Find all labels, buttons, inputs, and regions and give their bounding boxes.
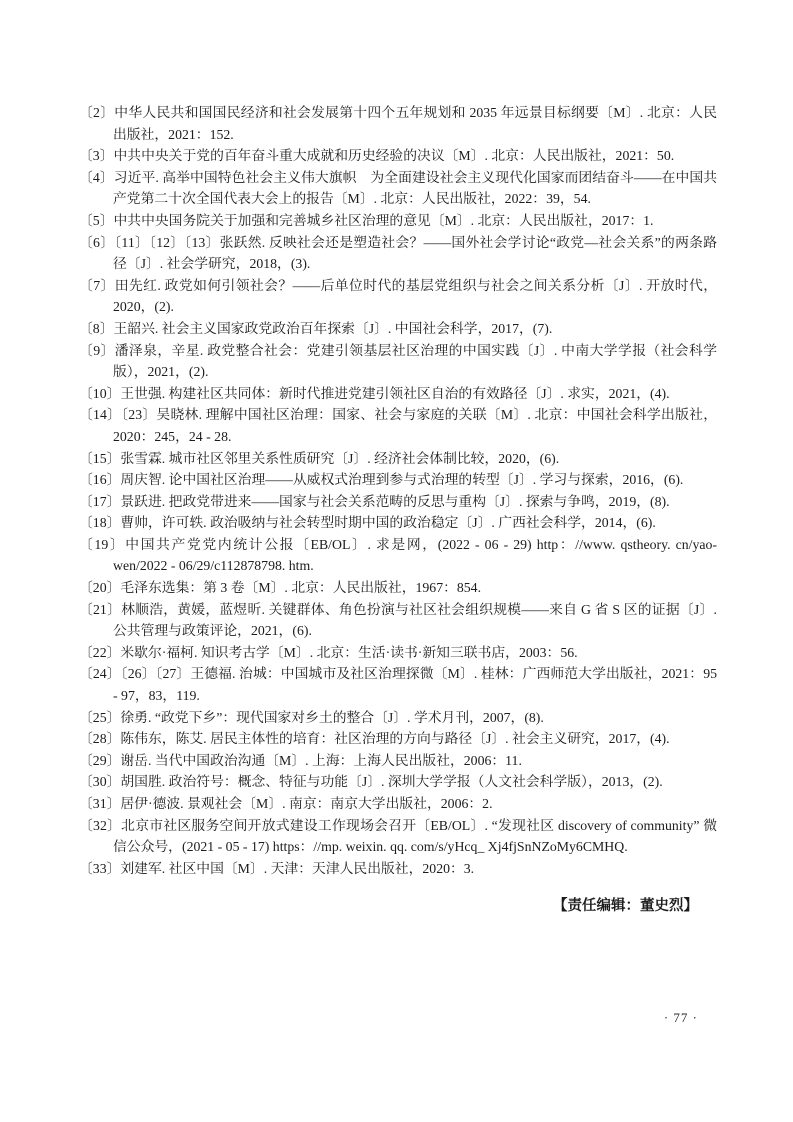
reference-item: 〔19〕中国共产党党内统计公报〔EB/OL〕. 求是网，(2022 - 06 - 29) http：//www. qstheory. cn/yao-wen/2022 - 06/29/c112878798. htm. (79, 536, 717, 574)
reference-item: 〔20〕毛泽东选集：第 3 卷〔M〕. 北京：人民出版社，1967：854. (79, 580, 482, 596)
reference-item: 〔15〕张雪霖. 城市社区邻里关系性质研究〔J〕. 经济社会体制比较，2020，(6). (79, 450, 560, 466)
page-number: · 77 · (663, 1010, 698, 1025)
reference-item: 〔5〕中共中央国务院关于加强和完善城乡社区治理的意见〔M〕. 北京：人民出版社，2017：1. (79, 212, 654, 228)
reference-item: 〔22〕米歇尔·福柯. 知识考古学〔M〕. 北京：生活·读书·新知三联书店，2003：56. (79, 644, 578, 660)
reference-item: 〔16〕周庆智. 论中国社区治理——从威权式治理到参与式治理的转型〔J〕. 学习与探索，2016，(6). (79, 472, 684, 488)
reference-item: 〔28〕陈伟东，陈艾. 居民主体性的培育：社区治理的方向与路径〔J〕. 社会主义研究，2017，(4). (79, 731, 670, 747)
reference-item: 〔14〕〔23〕吴晓林. 理解中国社区治理：国家、社会与家庭的关联〔M〕. 北京：中国社会科学出版社，2020：245，24 - 28. (79, 407, 717, 444)
reference-item: 〔21〕林顺浩，黄媛，蓝煜昕. 关键群体、角色扮演与社区社会组织规模——来自 G 省 S 区的证据〔J〕. 公共管理与政策评论，2021，(6). (79, 601, 717, 639)
reference-item: 〔30〕胡国胜. 政治符号：概念、特征与功能〔J〕. 深圳大学学报（人文社会科学版），2013，(2). (79, 774, 663, 790)
references-list (79, 102, 717, 917)
reference-item: 〔4〕习近平. 高举中国特色社会主义伟大旗帜 为全面建设社会主义现代化国家而团结奋斗——在中国共产党第二十次全国代表大会上的报告〔M〕. 北京：人民出版社，2022：39，54. (79, 169, 717, 207)
reference-item: 〔18〕曹帅，许可轶. 政治吸纳与社会转型时期中国的政治稳定〔J〕. 广西社会科学，2014，(6). (79, 515, 656, 531)
reference-item: 〔9〕潘泽泉，辛星. 政党整合社会：党建引领基层社区治理的中国实践〔J〕. 中南大学学报（社会科学版），2021，(2). (79, 342, 717, 380)
reference-item: 〔10〕王世强. 构建社区共同体：新时代推进党建引领社区自治的有效路径〔J〕. 求实，2021，(4). (79, 385, 670, 401)
reference-item: 〔6〕〔11〕〔12〕〔13〕张跃然. 反映社会还是塑造社会？——国外社会学讨论“政党—社会关系”的两条路径〔J〕. 社会学研究，2018，(3). (79, 234, 717, 272)
reference-item: 〔8〕王韶兴. 社会主义国家政党政治百年探索〔J〕. 中国社会科学，2017，(7). (79, 320, 553, 336)
reference-item: 〔25〕徐勇. “政党下乡”：现代国家对乡土的整合〔J〕. 学术月刊，2007，(8). (79, 709, 544, 725)
reference-item: 〔7〕田先红. 政党如何引领社会？——后单位时代的基层党组织与社会之间关系分析〔J〕. 开放时代，2020，(2). (79, 277, 717, 315)
reference-item: 〔2〕中华人民共和国国民经济和社会发展第十四个五年规划和 2035 年远景目标纲要〔M〕. 北京：人民出版社，2021：152. (79, 105, 717, 142)
reference-item: 〔33〕刘建军. 社区中国〔M〕. 天津：天津人民出版社，2020：3. (79, 860, 475, 876)
reference-item: 〔24〕〔26〕〔27〕王德福. 治城：中国城市及社区治理探微〔M〕. 桂林：广西师范大学出版社，2021：95 - 97，83，119. (79, 666, 717, 704)
reference-item: 〔32〕北京市社区服务空间开放式建设工作现场会召开〔EB/OL〕. “发现社区 discovery of community” 微信公众号，(2021 - 05 - 17) https：//mp. weixin. qq. com/s/yHcq_ Xj4fjSnNZoMy6CMHQ. (79, 817, 717, 855)
reference-item: 〔29〕谢岳. 当代中国政治沟通〔M〕. 上海：上海人民出版社，2006：11. (79, 752, 522, 768)
reference-item: 〔17〕景跃进. 把政党带进来——国家与社会关系范畴的反思与重构〔J〕. 探索与争鸣，2019，(8). (79, 493, 670, 509)
editor-note: 【责任编辑：董史烈】 (553, 898, 698, 915)
reference-item: 〔31〕居伊·德波. 景观社会〔M〕. 南京：南京大学出版社，2006：2. (79, 796, 493, 811)
reference-item: 〔3〕中共中央关于党的百年奋斗重大成就和历史经验的决议〔M〕. 北京：人民出版社，2021：50. (79, 148, 675, 164)
